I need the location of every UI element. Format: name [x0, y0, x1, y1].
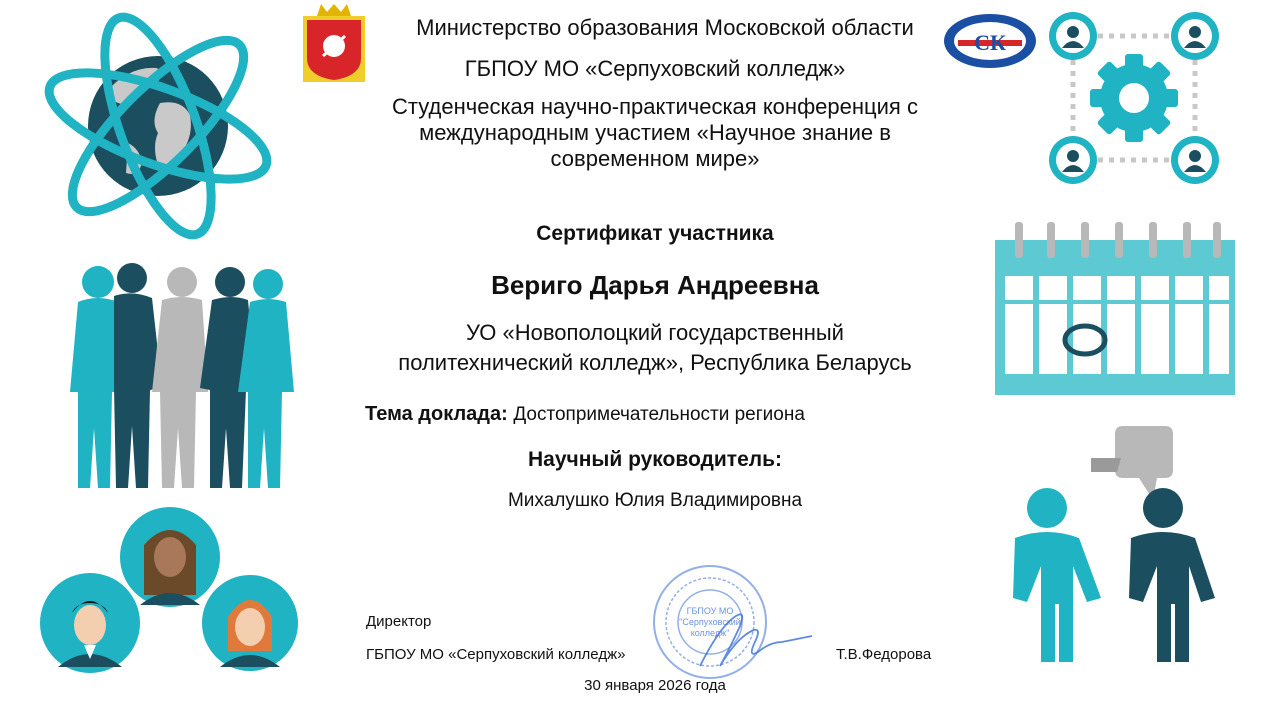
- conference-line-2: международным участием «Научное знание в: [419, 120, 891, 145]
- stamp-line-3: колледж": [690, 628, 730, 638]
- supervisor-label: Научный руководитель:: [528, 448, 782, 471]
- director-position: Директор: [366, 613, 432, 630]
- participant-name: Вериго Дарья Андреевна: [491, 270, 819, 300]
- gear-icon: [1090, 54, 1178, 142]
- team-people-illustration: [70, 260, 300, 492]
- stamp-line-1: ГБПОУ МО: [686, 606, 734, 616]
- person-teal-icon: [1013, 488, 1101, 662]
- organization-line-1: УО «Новополоцкий государственный: [466, 320, 844, 345]
- person-node-icon: [1171, 12, 1219, 60]
- stamp-line-2: "Серпуховский: [679, 617, 741, 627]
- calendar-icon: [995, 218, 1235, 398]
- certificate-title: Сертификат участника: [536, 222, 774, 245]
- avatar-woman-icon: [120, 507, 220, 607]
- director-organization: ГБПОУ МО «Серпуховский колледж»: [366, 646, 626, 663]
- avatar-man-icon: [40, 573, 140, 673]
- globe-orbit-illustration: [40, 8, 280, 243]
- college-name: ГБПОУ МО «Серпуховский колледж»: [464, 56, 846, 81]
- topic-label: Тема доклада:: [365, 403, 508, 425]
- network-gear-illustration: [1040, 8, 1240, 193]
- person-node-icon: [1049, 12, 1097, 60]
- ministry-name: Министерство образования Московской области: [416, 15, 914, 40]
- avatar-woman-redhair-icon: [202, 575, 298, 671]
- avatars-illustration: [40, 505, 300, 675]
- conference-line-3: современном мире»: [550, 146, 760, 171]
- person-node-icon: [1049, 136, 1097, 184]
- stamp-seal: [640, 558, 815, 686]
- dialogue-people-illustration: [995, 420, 1215, 670]
- topic-value: Достопримечательности региона: [513, 404, 805, 425]
- person-node-icon: [1171, 136, 1219, 184]
- person-silhouette: [152, 267, 208, 488]
- conference-line-1: Студенческая научно-практическая конференция с: [392, 94, 918, 119]
- supervisor-name: Михалушко Юлия Владимировна: [507, 490, 803, 511]
- organization-line-2: политехнический колледж», Республика Беларусь: [398, 350, 912, 375]
- issue-date: 30 января 2026 года: [584, 677, 726, 694]
- college-logo-letters: СК: [974, 30, 1006, 55]
- director-signer: Т.В.Федорова: [836, 646, 932, 663]
- person-dark-icon: [1129, 488, 1215, 662]
